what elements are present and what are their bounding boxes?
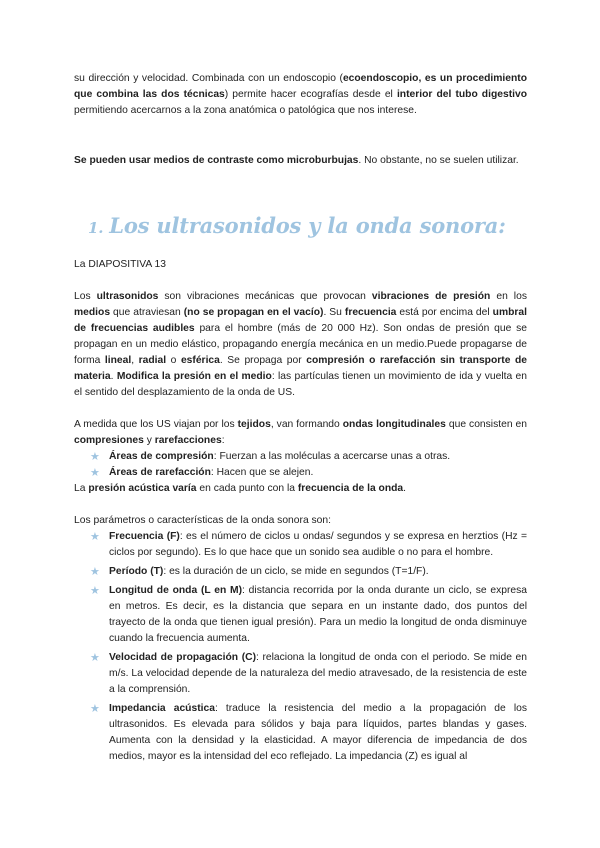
parameters-intro: Los parámetros o características de la onda sonora son: bbox=[74, 515, 331, 526]
pressure-variation-line: La presión acústica varía en cada punto con la frecuencia de la onda. bbox=[74, 483, 407, 494]
star-bullet-icon: ★ bbox=[90, 531, 100, 543]
list-item: ★ Áreas de rarefacción: Hacen que se alejen. bbox=[90, 467, 314, 479]
star-bullet-icon: ★ bbox=[90, 703, 100, 715]
slide-reference: La DIAPOSITIVA 13 bbox=[74, 259, 166, 270]
list-item: ★ Impedancia acústica: traduce la resistencia del medio a la propagación de los ultrasonidos. Es elevada para sólidos y baja para líquidos, partes blandas y gases. Aumenta con la densidad y la elasticidad. A mayor diferencia de impedancia de dos medios, mayor es la intensidad del eco reflejado. La impedancia (Z) es igual al bbox=[90, 703, 527, 762]
list-item: ★ Velocidad de propagación (C): relaciona la longitud de onda con el periodo. Se mide en m/s. La velocidad depende de la naturaleza del medio atravesado, de la resistencia de este a la comprensión. bbox=[90, 652, 527, 695]
intro-paragraph-2: Se pueden usar medios de contraste como microburbujas. No obstante, no se suelen utilizar. bbox=[74, 155, 519, 166]
parameters-list bbox=[74, 529, 527, 768]
section-heading bbox=[88, 212, 506, 242]
tissue-wave-paragraph: A medida que los US viajan por los tejidos, van formando ondas longitudinales que consisten en compresiones y rarefacciones: bbox=[74, 419, 527, 446]
star-bullet-icon: ★ bbox=[90, 451, 100, 463]
list-item: ★ Áreas de compresión: Fuerzan a las moléculas a acercarse unas a otras. bbox=[90, 451, 451, 463]
section-title: Los ultrasonidos y la onda sonora: bbox=[109, 213, 506, 238]
star-bullet-icon: ★ bbox=[90, 566, 100, 578]
star-bullet-icon: ★ bbox=[90, 585, 100, 597]
section-number: 1. bbox=[88, 219, 104, 237]
areas-list bbox=[74, 449, 527, 481]
list-item: ★ Longitud de onda (L en M): distancia recorrida por la onda durante un ciclo, se expresa en metros. Es decir, es la distancia que separa en un instante dado, dos puntos del trayecto de la onda que tienen igual presión). Para un medio la longitud de onda disminuye cuando la frecuencia aumenta. bbox=[90, 585, 528, 644]
star-bullet-icon: ★ bbox=[90, 652, 100, 664]
list-item: ★ Frecuencia (F): es el número de ciclos u ondas/ segundos y se expresa en herztios (Hz = ciclos por segundo). Es lo que hace que un sonido sea audible o no para el hombre. bbox=[90, 531, 527, 558]
ultrasound-definition-paragraph: Los ultrasonidos son vibraciones mecánicas que provocan vibraciones de presión en los medios que atraviesan (no se propagan en el vacío). Su frecuencia está por encima del umbral de frecuencias audibles para el hombre (más de 20 000 Hz). Son ondas de presión que se propagan en un medio elástico, propagando energía mecánica en un medio.Puede propagarse de forma lineal, radial o esférica. Se propaga por compresión o rarefacción sin transporte de materia. Modifica la presión en el medio: las partículas tienen un movimiento de ida y vuelta en el sentido del desplazamiento de la onda de US. bbox=[74, 291, 527, 398]
list-item: ★ Período (T): es la duración de un ciclo, se mide en segundos (T=1/F). bbox=[90, 566, 429, 578]
star-bullet-icon: ★ bbox=[90, 467, 100, 479]
intro-paragraph-1: su dirección y velocidad. Combinada con un endoscopio (ecoendoscopio, es un procedimiento que combina las dos técnicas) permite hacer ecografías desde el interior del tubo digestivo permitiendo acercarnos a la zona anatómica o patológica que nos interese. bbox=[74, 73, 528, 116]
